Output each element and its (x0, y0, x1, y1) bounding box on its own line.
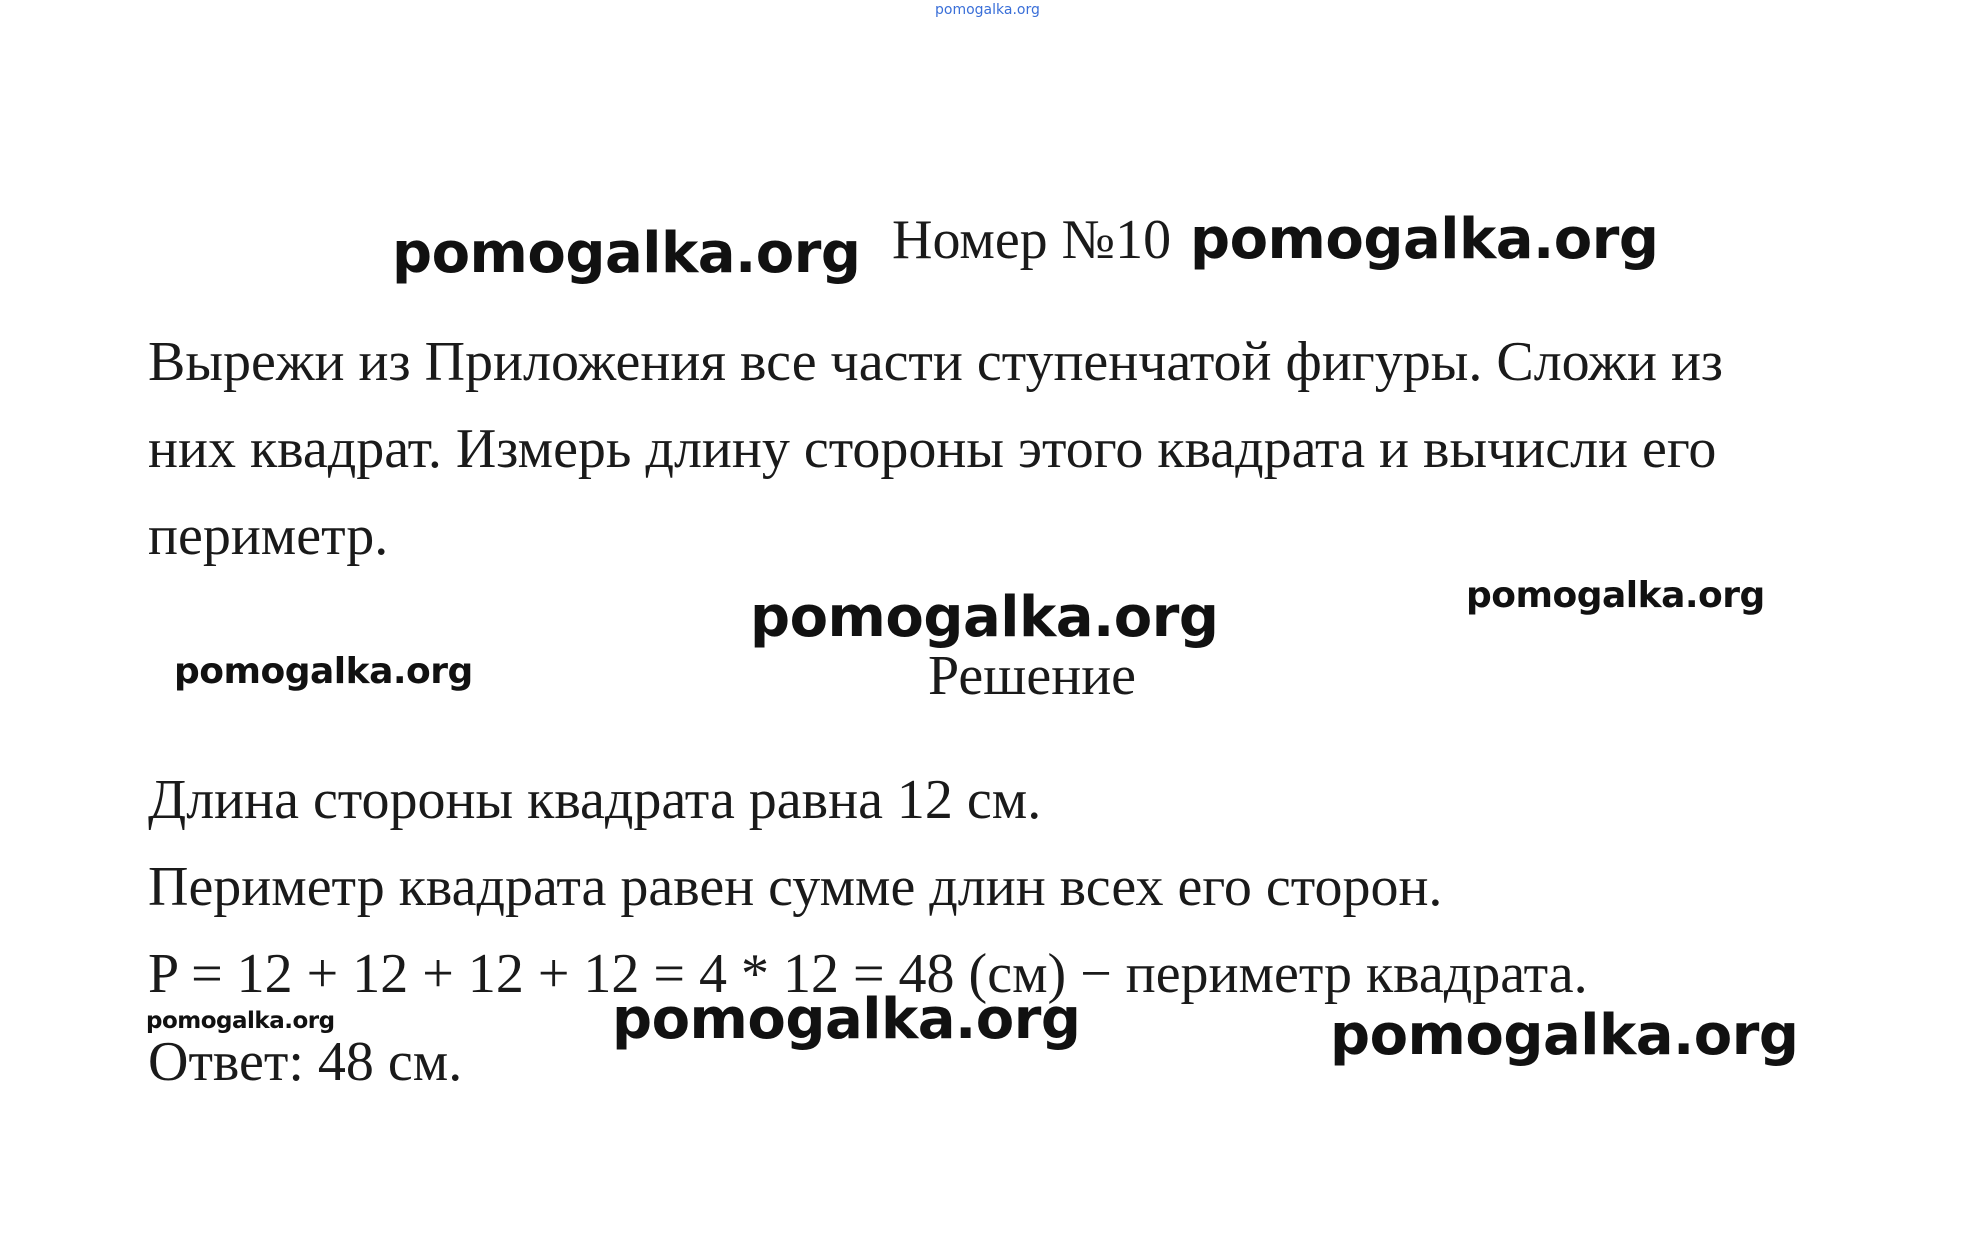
solution-formula: P = 12 + 12 + 12 + 12 = 4 * 12 = 48 (см) − периметр квадрата. (148, 943, 1588, 1005)
solution-line-2: Периметр квадрата равен сумме длин всех его сторон. (148, 856, 1443, 918)
watermark: pomogalka.org (146, 1008, 335, 1034)
watermark: pomogalka.org (1466, 575, 1765, 616)
header-site-link[interactable]: pomogalka.org (935, 2, 1040, 18)
task-text-line-1: Вырежи из Приложения все части ступенчатой фигуры. Сложи из (148, 331, 1724, 393)
watermark: pomogalka.org (392, 221, 861, 286)
task-text-line-3: периметр. (148, 505, 389, 567)
watermark: pomogalka.org (750, 585, 1219, 650)
answer-text: Ответ: 48 см. (148, 1031, 463, 1093)
watermark: pomogalka.org (1330, 1003, 1799, 1068)
page-title: Номер №10 (892, 209, 1172, 271)
watermark: pomogalka.org (612, 987, 1081, 1052)
solution-line-1: Длина стороны квадрата равна 12 см. (148, 769, 1042, 831)
solution-heading: Решение (928, 645, 1137, 707)
watermark: pomogalka.org (1190, 207, 1659, 272)
watermark: pomogalka.org (174, 651, 473, 692)
task-text-line-2: них квадрат. Измерь длину стороны этого квадрата и вычисли его (148, 418, 1717, 480)
